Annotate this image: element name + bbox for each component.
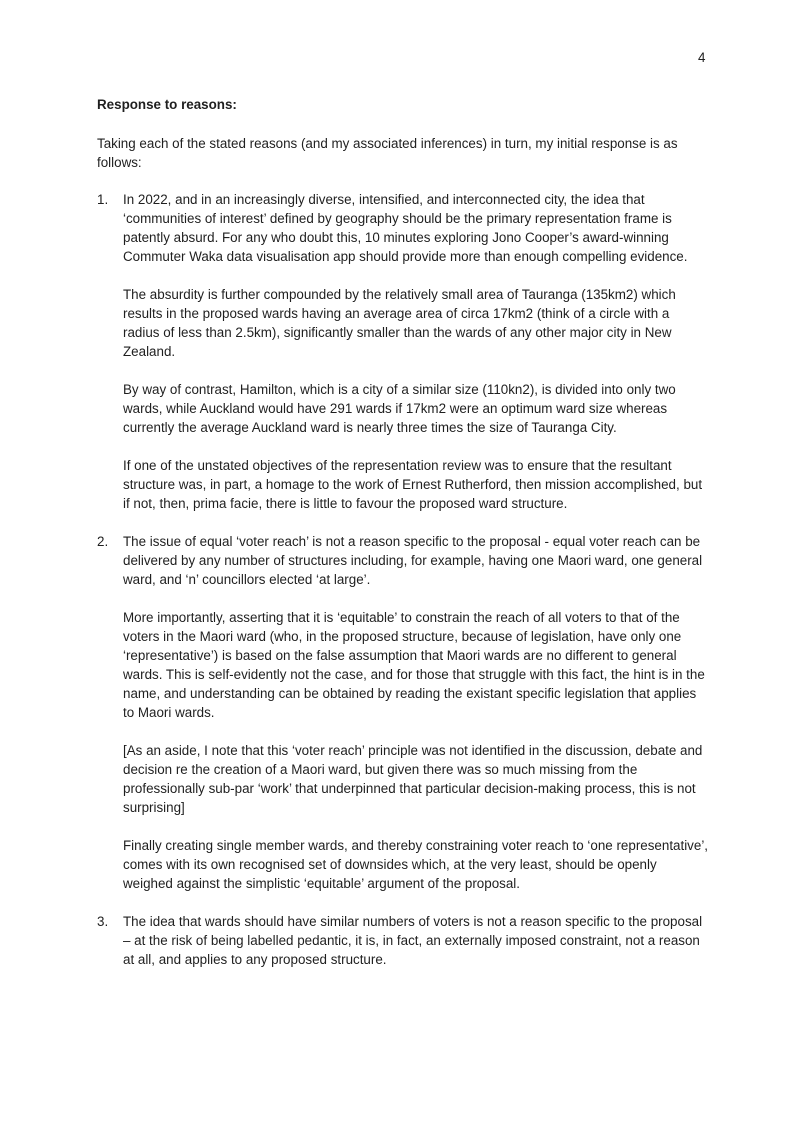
list-item-number: 3.	[97, 914, 109, 929]
paragraph: More importantly, asserting that it is ‘equitable’ to constrain the reach of all voters to that of the voters in the Maori ward (who, in the proposed structure, because of legislation, have only one ‘representative’) is based on the false assumption that Maori wards are no different to general wards. This is self-evidently not the case, and for those that struggle with this fact, the hint is in the name, and understanding can be obtained by reading the existant specific legislation that applies to Maori wards.	[123, 610, 705, 720]
paragraph: By way of contrast, Hamilton, which is a city of a similar size (110kn2), is divided into only two wards, while Auckland would have 291 wards if 17km2 were an optimum ward size whereas currently the average Auckland ward is nearly three times the size of Tauranga City.	[123, 382, 676, 435]
paragraph: The absurdity is further compounded by the relatively small area of Tauranga (135km2) which results in the proposed wards having an average area of circa 17km2 (think of a circle with a radius of less than 2.5km), significantly smaller than the wards of any other major city in New Zealand.	[123, 287, 676, 359]
list-item-1	[97, 190, 709, 513]
list-item-3	[97, 912, 709, 969]
list-item-number: 1.	[97, 192, 109, 207]
list-item-number: 2.	[97, 534, 109, 549]
intro-paragraph: Taking each of the stated reasons (and my associated inferences) in turn, my initial response is as follows:	[97, 136, 678, 170]
paragraph: [As an aside, I note that this ‘voter reach’ principle was not identified in the discussion, debate and decision re the creation of a Maori ward, but given there was so much missing from the professionally sub-par ‘work’ that underpinned that particular decision-making process, this is not surprising]	[123, 743, 703, 815]
list-item-2	[97, 532, 709, 893]
paragraph: The issue of equal ‘voter reach’ is not a reason specific to the proposal - equal voter reach can be delivered by any number of structures including, for example, having one Maori ward, one general ward, and ‘n’ councillors elected ‘at large’.	[123, 534, 703, 587]
paragraph: If one of the unstated objectives of the representation review was to ensure that the resultant structure was, in part, a homage to the work of Ernest Rutherford, then mission accomplished, but if not, then, prima facie, there is little to favour the proposed ward structure.	[123, 458, 703, 511]
paragraph: The idea that wards should have similar numbers of voters is not a reason specific to the proposal – at the risk of being labelled pedantic, it is, in fact, an externally imposed constraint, not a reason at all, and applies to any proposed structure.	[123, 914, 703, 967]
paragraph: In 2022, and in an increasingly diverse, intensified, and interconnected city, the idea that ‘communities of interest’ defined by geography should be the primary representation frame is patently absurd. For any who doubt this, 10 minutes exploring Jono Cooper’s award-winning Commuter Waka data visualisation app should provide more than enough compelling evidence.	[123, 192, 688, 264]
page-number: 4	[698, 50, 706, 65]
paragraph: Finally creating single member wards, and thereby constraining voter reach to ‘one representative’, comes with its own recognised set of downsides which, at the very least, should be openly weighed against the simplistic ‘equitable’ argument of the proposal.	[123, 838, 709, 891]
reasons-list	[97, 190, 709, 988]
section-heading: Response to reasons:	[97, 97, 237, 112]
